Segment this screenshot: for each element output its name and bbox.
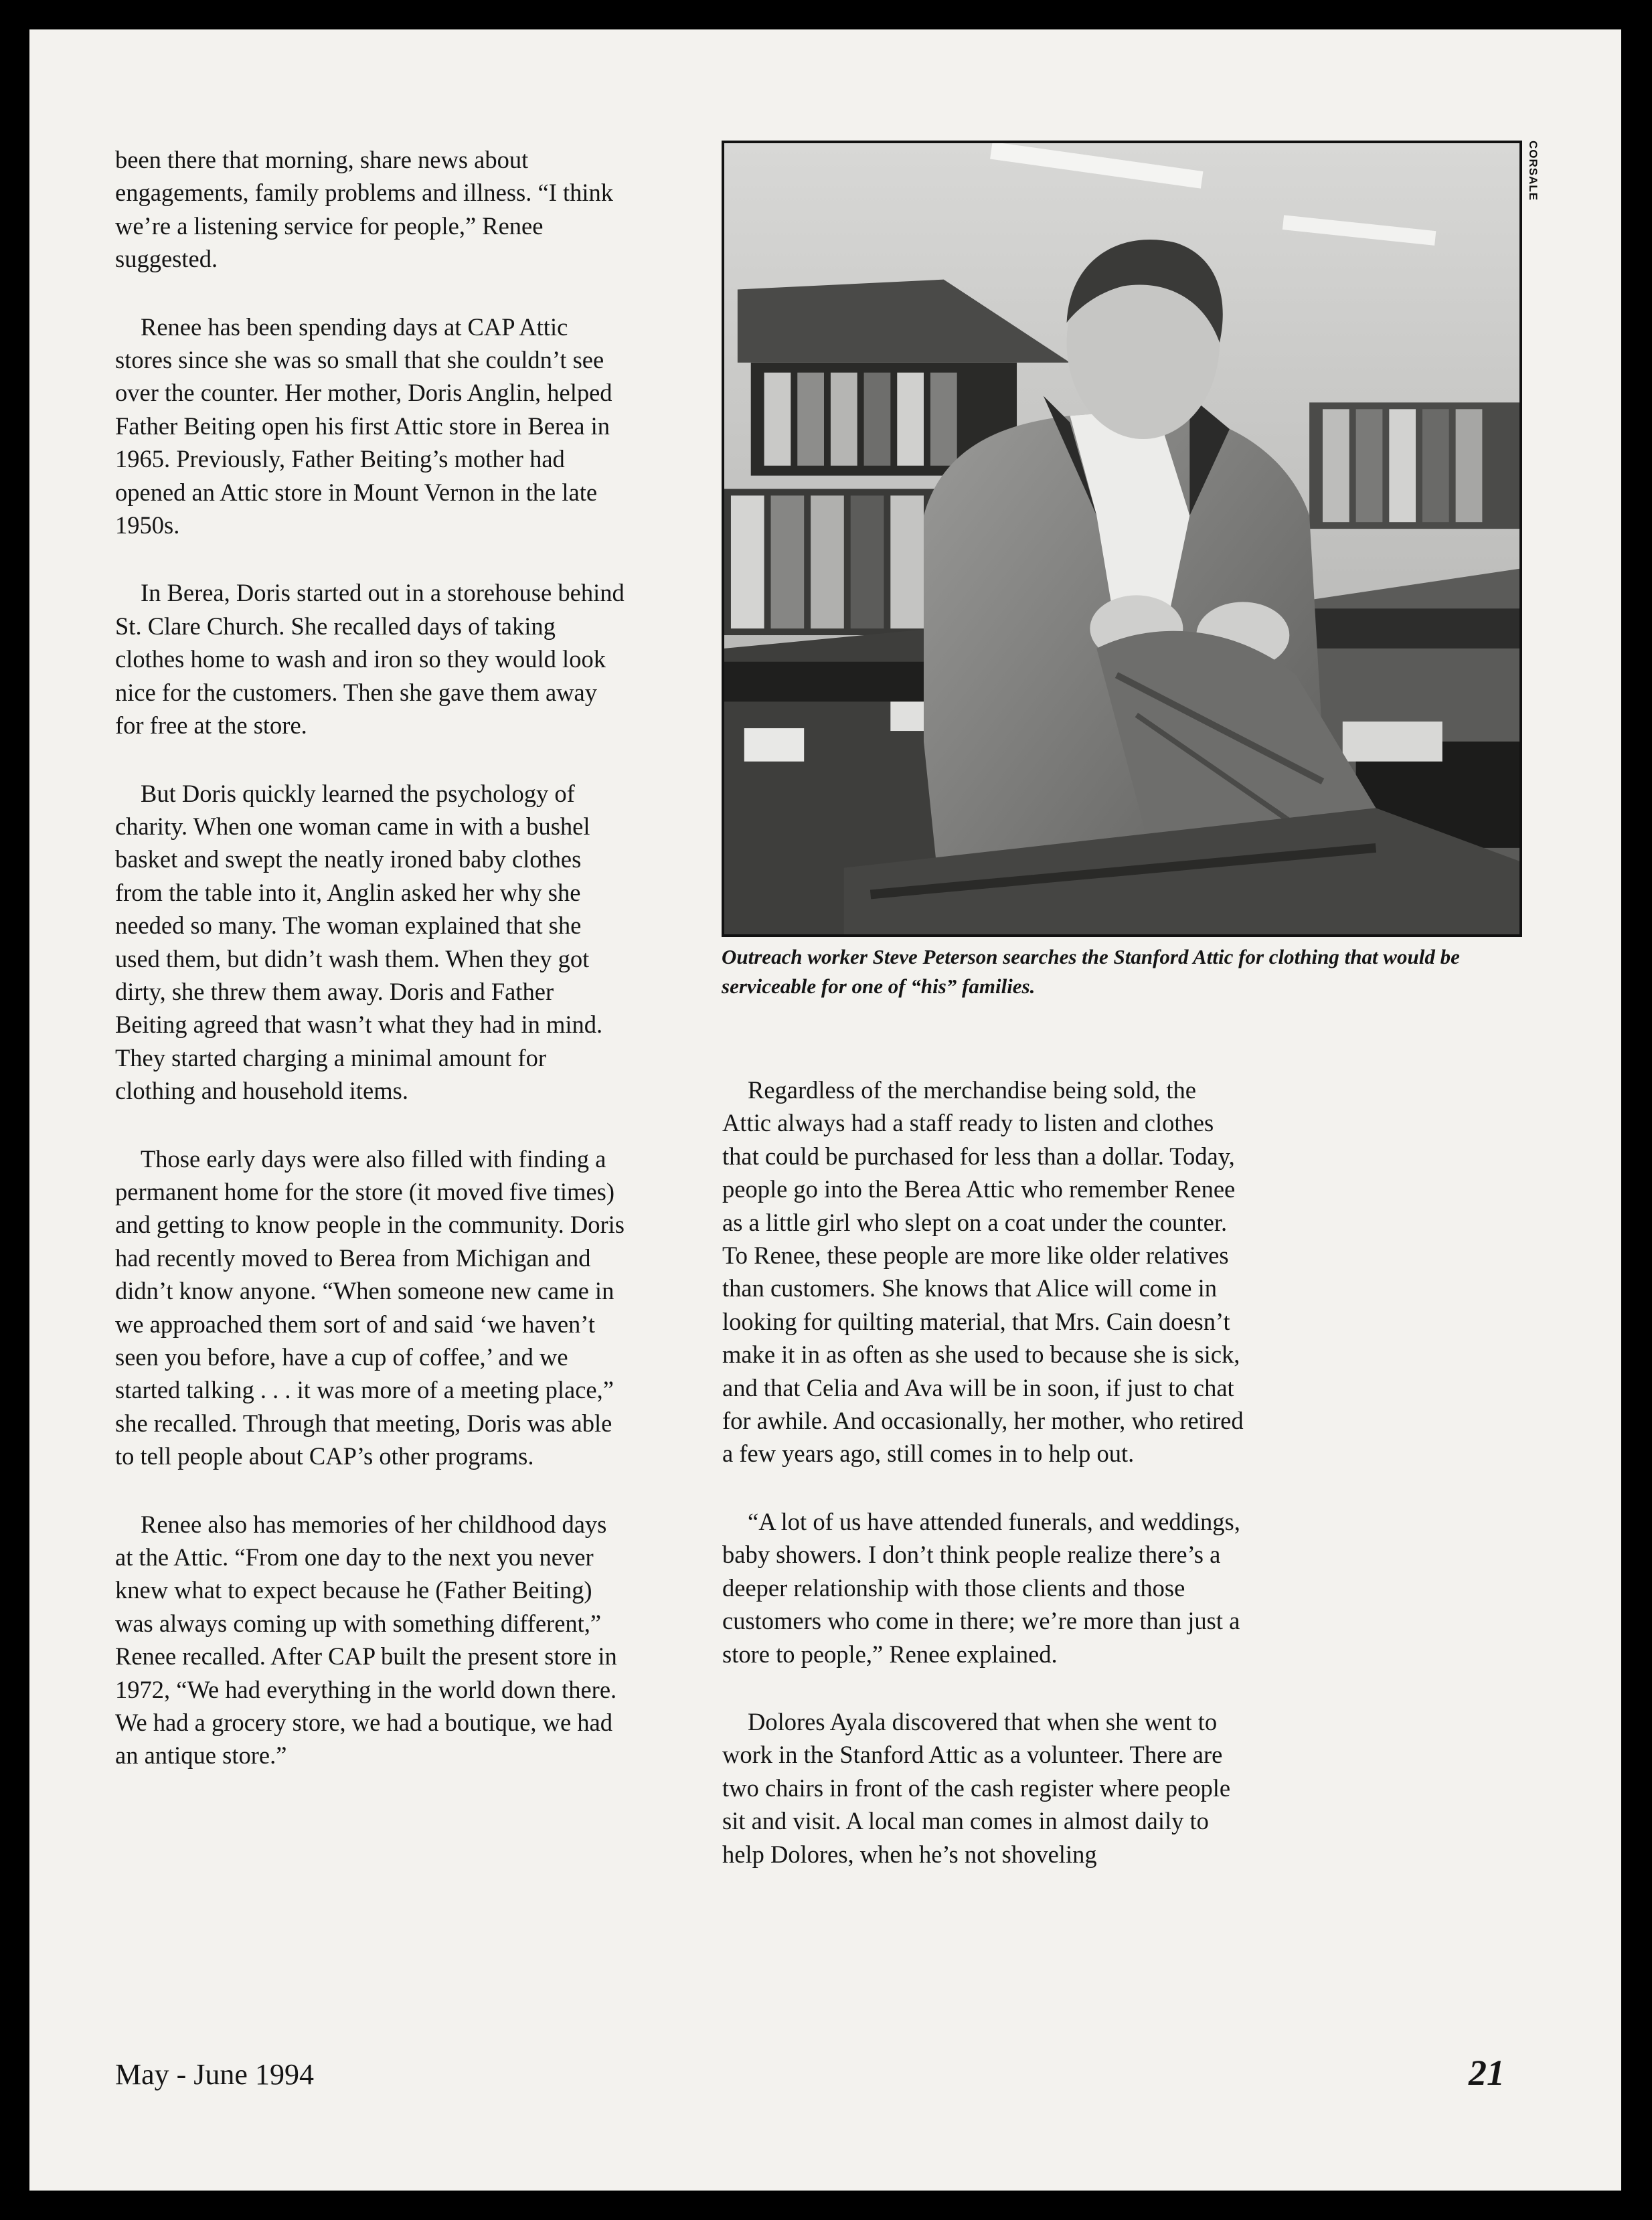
- photo-credit: CORSALE: [1527, 141, 1540, 201]
- paragraph: But Doris quickly learned the psychology of charity. When one woman came in with a bushel basket and swept the neatly ironed baby clothes from the table into it, Anglin asked her why she needed so many. The woman explained that she used them, but didn’t wash them. When they got dirty, she threw them away. Doris and Father Beiting agreed that wasn’t what they had in mind. They started charging a minimal amount for clothing and household items.: [115, 779, 603, 1105]
- paragraph: “A lot of us have attended funerals, and weddings, baby showers. I don’t think people realize there’s a deeper relationship with those clients and those customers who come in there; we’re more than just a store to people,” Renee explained.: [722, 1507, 1240, 1668]
- issue-date: May - June 1994: [115, 2058, 314, 2091]
- magazine-page: [29, 29, 1621, 2191]
- paragraph: Dolores Ayala discovered that when she went to work in the Stanford Attic as a volunteer. There are two chairs in front of the cash register where people sit and visit. A local man comes in almost daily to help Dolores, when he’s not shoveling: [722, 1707, 1231, 1868]
- paragraph: been there that morning, share news about engagements, family problems and illness. “I think we’re a listening service for people,” Renee suggested.: [115, 146, 614, 273]
- photo-caption: Outreach worker Steve Peterson searches the Stanford Attic for clothing that would be serviceable for one of “his” families.: [722, 945, 1460, 998]
- right-column: [722, 1074, 1244, 1905]
- page-number: 21: [1469, 2053, 1505, 2093]
- left-column: [115, 143, 625, 1807]
- paragraph: Those early days were also filled with finding a permanent home for the store (it moved five times) and getting to know people in the community. Doris had recently moved to Berea from Michigan and didn’t know anyone. “When someone new came in we approached them sort of and said ‘we haven’t seen you before, have a cup of coffee,’ and we started talking . . . it was more of a meeting place,” she recalled. Through that meeting, Doris was able to tell people about CAP’s other programs.: [115, 1144, 625, 1470]
- paragraph: Renee also has memories of her childhood days at the Attic. “From one day to the next you never knew what to expect because he (Father Beiting) was always coming up with something different,” Renee recalled. After CAP built the present store in 1972, “We had everything in the world down there. We had a grocery store, we had a boutique, we had an antique store.”: [115, 1510, 617, 1770]
- paragraph: Renee has been spending days at CAP Attic stores since she was so small that she couldn’t see over the counter. Her mother, Doris Anglin, helped Father Beiting open his first Attic store in Berea in 1965. Previously, Father Beiting’s mother had opened an Attic store in Mount Vernon in the late 1950s.: [115, 313, 612, 539]
- article-photo: [722, 141, 1522, 937]
- paragraph: Regardless of the merchandise being sold, the Attic always had a staff ready to listen and clothes that could be purchased for less than a dollar. Today, people go into the Berea Attic who remember Renee as a little girl who slept on a coat under the counter. To Renee, these people are more like older relatives than customers. She knows that Alice will come in looking for quilting material, that Mrs. Cain doesn’t make it in as often as she used to because she is sick, and that Celia and Ava will be in soon, if just to chat for awhile. And occasionally, her mother, who retired a few years ago, still comes in to help out.: [722, 1076, 1244, 1468]
- paragraph: In Berea, Doris started out in a storehouse behind St. Clare Church. She recalled days of taking clothes home to wash and iron so they would look nice for the customers. Then she gave them away for free at the store.: [115, 579, 625, 740]
- photo-illustration: [724, 143, 1519, 934]
